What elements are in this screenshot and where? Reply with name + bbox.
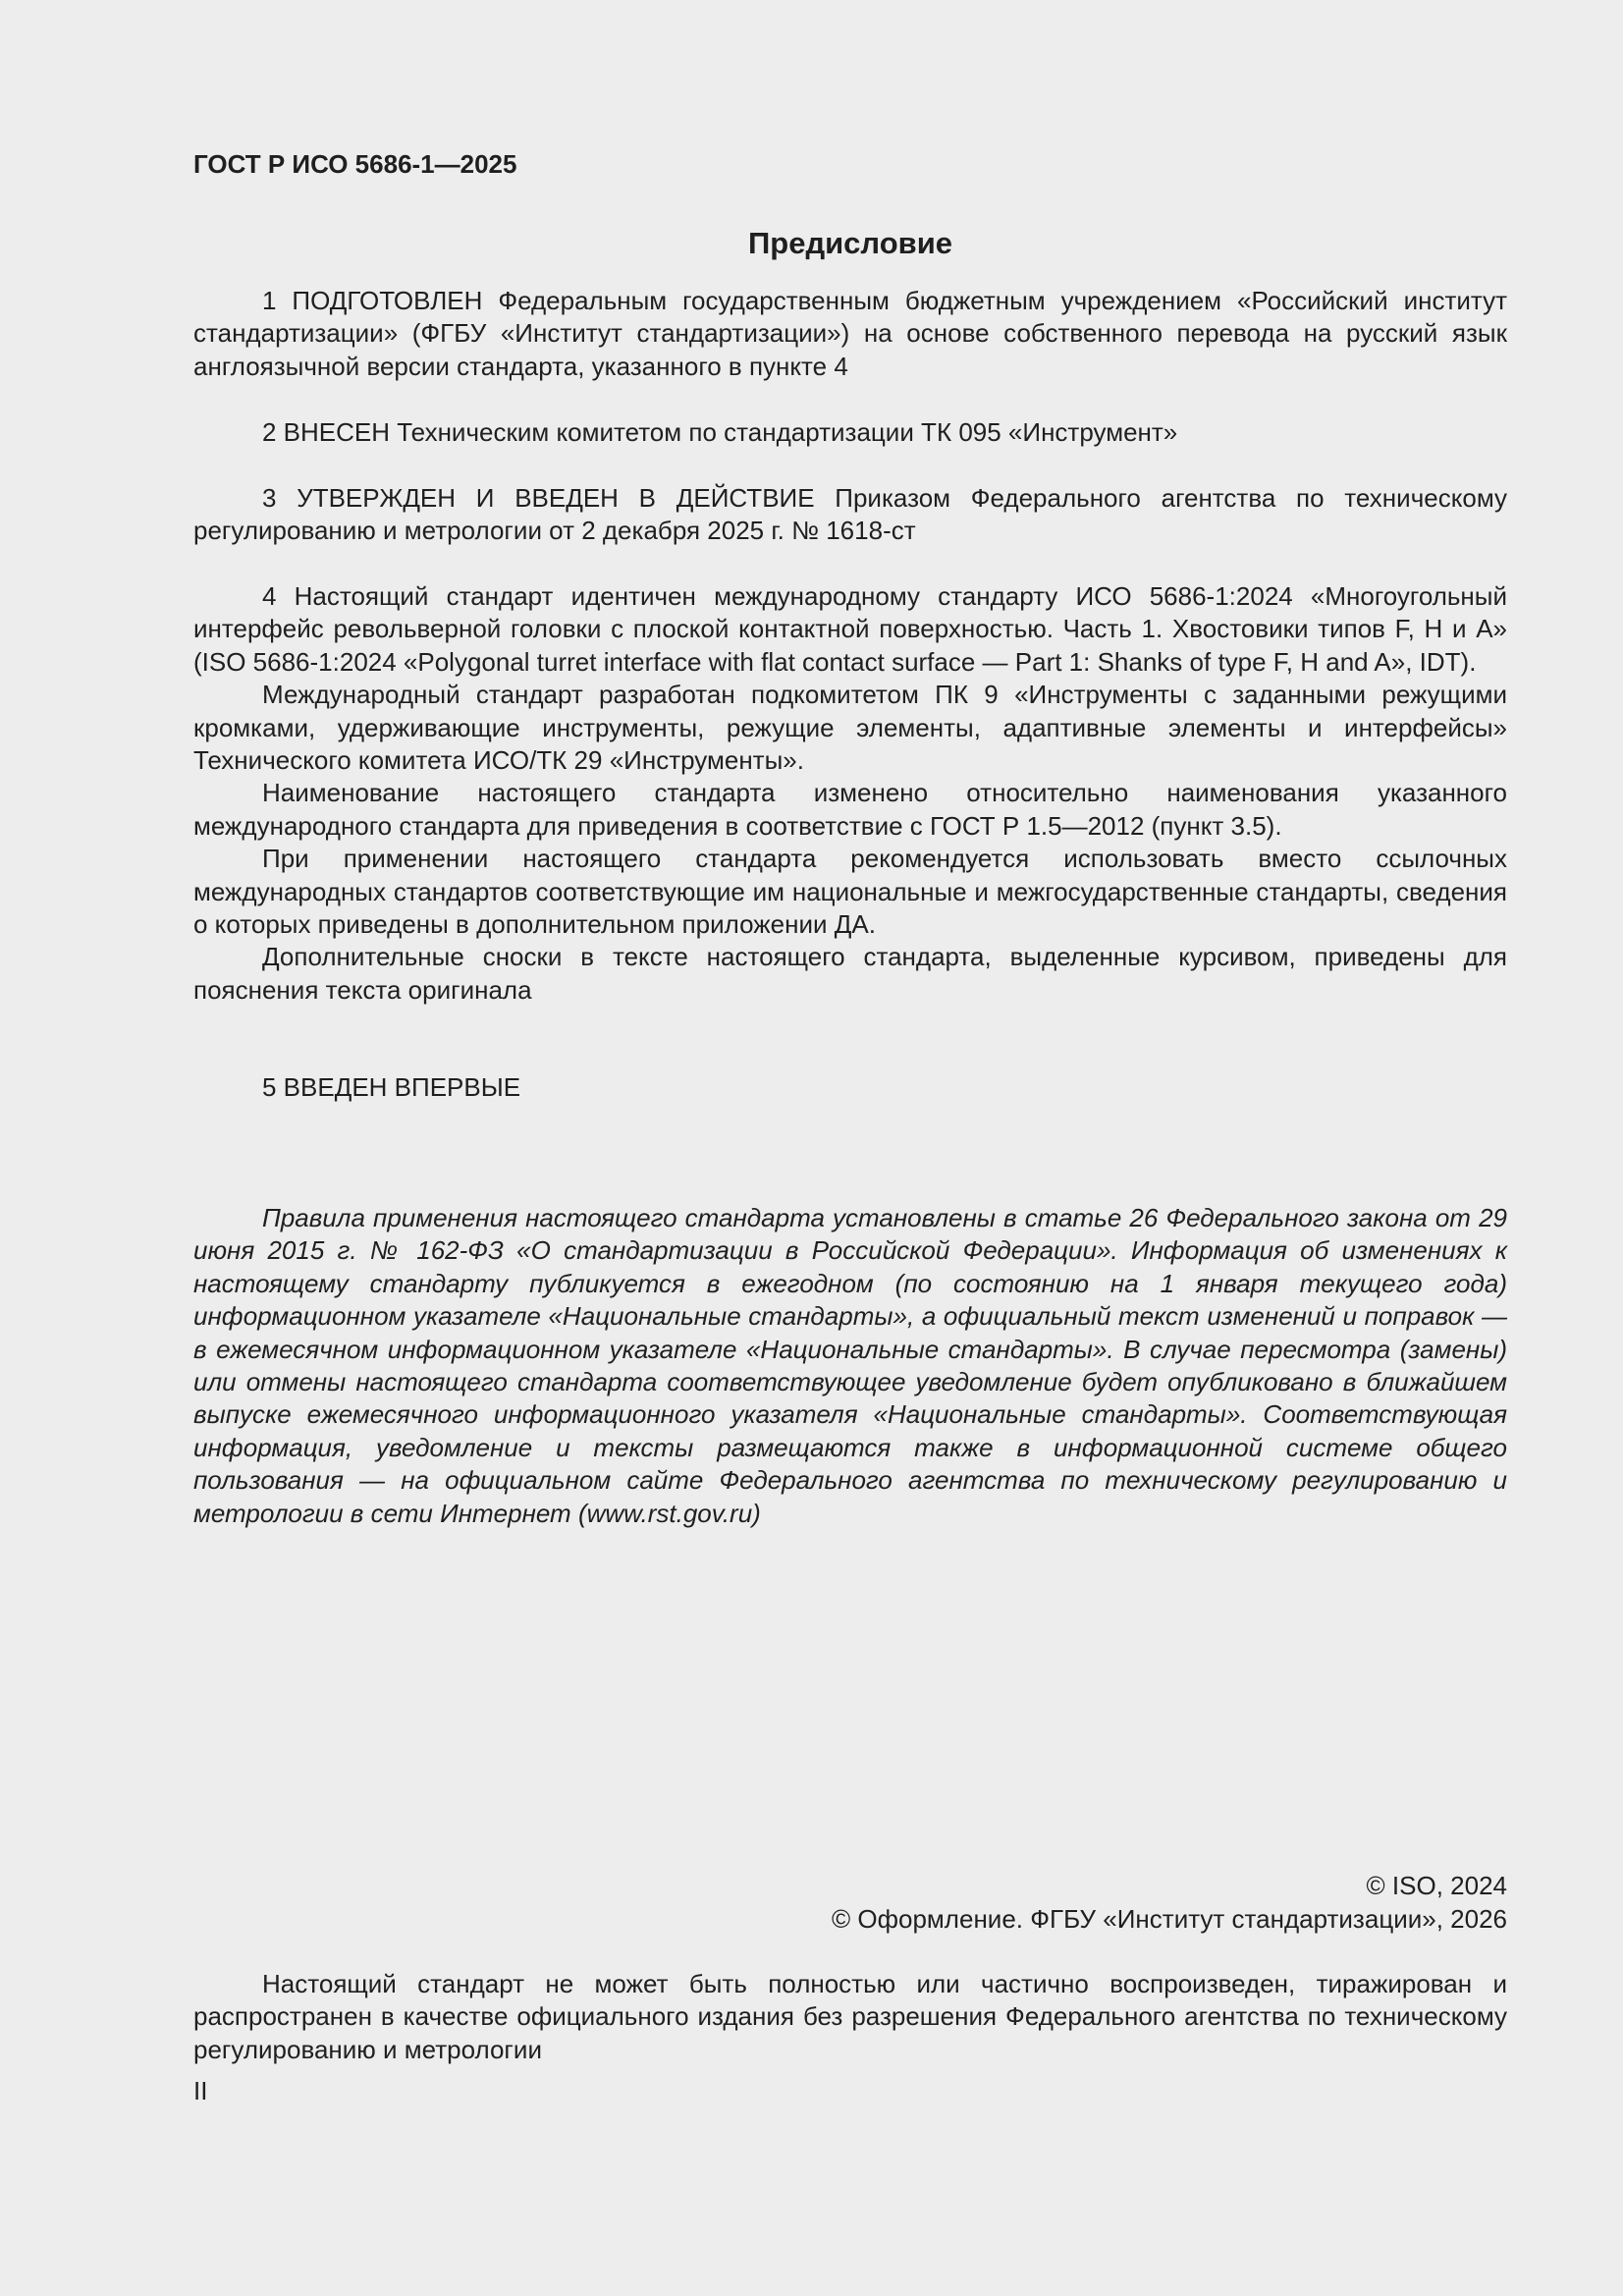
- preface-item-4-para: Наименование настоящего стандарта изменено относительно наименования указанного международного стандарта для приведения в соответствие с ГОСТ Р 1.5—2012 (пункт 3.5).: [193, 778, 1507, 841]
- rules-notice-text: Правила применения настоящего стандарта установлены в статье 26 Федерального закона от 29 июня 2015 г. № 162-ФЗ «О стандартизации в Российской Федерации». Информация об изменениях к настоящему стандарту публикуется в ежегодном (по состоянию на 1 января текущего года) информационном указателе «Национальные стандарты», а официальный текст изменений и поправок — в ежемесячном информационном указателе «Национальные стандарты». В случае пересмотра (замены) или отмены настоящего стандарта соответствующее уведомление будет опубликовано в ближайшем выпуске ежемесячного информационного указателя «Национальные стандарты». Соответствующая информация, уведомление и тексты размещаются также в информационной системе общего пользования — на официальном сайте Федерального агентства по техническому регулированию и метрологии в сети Интернет (www.rst.gov.ru): [193, 1203, 1507, 1528]
- rules-notice: [193, 1202, 1507, 1530]
- reproduction-notice: [193, 1968, 1507, 2066]
- preface-item-1-text: 1 ПОДГОТОВЛЕН Федеральным государственным бюджетным учреждением «Российский институт стандартизации» (ФГБУ «Институт стандартизации») на основе собственного перевода на русский язык англоязычной версии стандарта, указанного в пункте 4: [193, 286, 1507, 381]
- preface-item-4-para: Международный стандарт разработан подкомитетом ПК 9 «Инструменты с заданными режущими кромками, удерживающие инструменты, режущие элементы, адаптивные элементы и интерфейсы» Технического комитета ИСО/ТК 29 «Инструменты».: [193, 680, 1507, 776]
- preface-item-2: [193, 416, 1507, 449]
- copyright-block: [193, 1869, 1507, 1936]
- preface-item-5: [193, 1071, 1507, 1104]
- document-code: ГОСТ Р ИСО 5686-1—2025: [193, 149, 517, 179]
- reproduction-notice-text: Настоящий стандарт не может быть полностью или частично воспроизведен, тиражирован и распространен в качестве официального издания без разрешения Федерального агентства по техническому регулированию и метрологии: [193, 1969, 1507, 2064]
- preface-item-5-text: 5 ВВЕДЕН ВПЕРВЫЕ: [262, 1072, 521, 1102]
- preface-item-3: [193, 482, 1507, 548]
- preface-item-1: [193, 285, 1507, 383]
- preface-item-4-para: При применении настоящего стандарта рекомендуется использовать вместо ссылочных международных стандартов соответствующие им национальные и межгосударственные стандарты, сведения о которых приведены в дополнительном приложении ДА.: [193, 844, 1507, 940]
- copyright-iso: © ISO, 2024: [1366, 1871, 1507, 1900]
- preface-item-4-para: Дополнительные сноски в тексте настоящего стандарта, выделенные курсивом, приведены для пояснения текста оригинала: [193, 942, 1507, 1005]
- preface-title: Предисловие: [747, 226, 952, 260]
- document-page: [193, 0, 1507, 2296]
- copyright-design: © Оформление. ФГБУ «Институт стандартизации», 2026: [832, 1904, 1507, 1934]
- preface-item-4: [193, 580, 1507, 1007]
- preface-item-2-text: 2 ВНЕСЕН Техническим комитетом по стандартизации ТК 095 «Инструмент»: [262, 417, 1178, 447]
- preface-item-3-text: 3 УТВЕРЖДЕН И ВВЕДЕН В ДЕЙСТВИЕ Приказом Федерального агентства по техническому регулированию и метрологии от 2 декабря 2025 г. № 1618-ст: [193, 483, 1507, 546]
- page-number: II: [193, 2076, 208, 2105]
- preface-item-4-para: 4 Настоящий стандарт идентичен международному стандарту ИСО 5686-1:2024 «Многоугольный интерфейс револьверной головки с плоской контактной поверхностью. Часть 1. Хвостовики типов F, H и A» (ISO 5686-1:2024 «Polygonal turret interface with flat contact surface — Part 1: Shanks of type F, H and A», IDT).: [193, 581, 1507, 677]
